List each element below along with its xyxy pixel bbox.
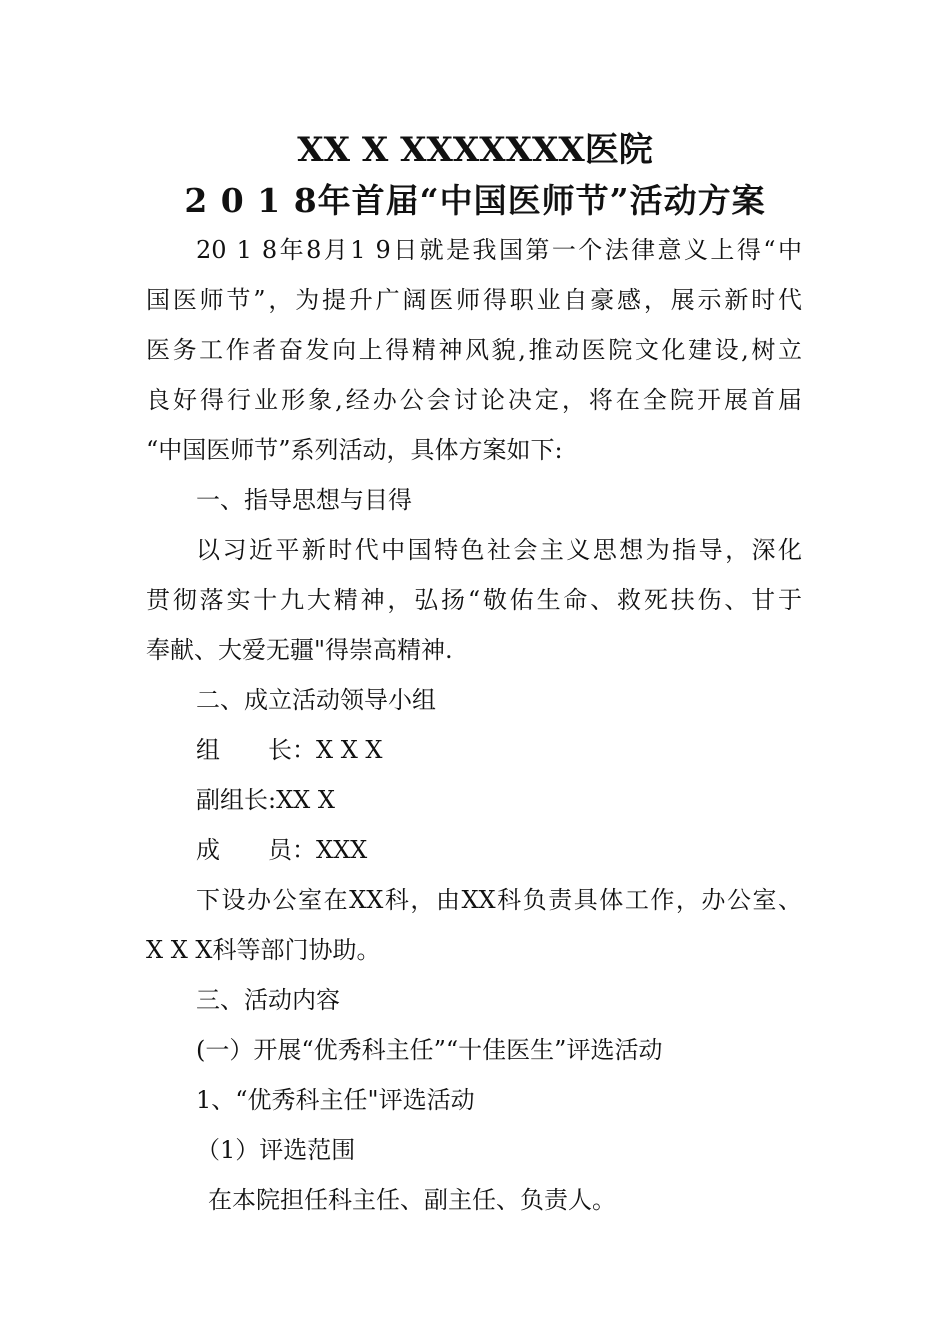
document-title-hospital: XX X XXXXXXX医院 [297,130,653,170]
subsection-heading: (一）开展“优秀科主任”“十佳医生”评选活动 [196,1036,663,1064]
paragraph-line: 贯彻落实十九大精神，弘扬“敬佑生命、救死扶伤、甘于 [146,586,802,614]
paragraph-line: 在本院担任科主任、副主任、负责人。 [208,1186,616,1214]
document-title-plan: 2 0 1 8年首届“中国医师节”活动方案 [184,181,766,220]
deputy-leader-line: 副组长:XX X [196,786,335,814]
paragraph-line: X X X科等部门协助。 [146,936,381,964]
paragraph-line: “中国医师节”系列活动，具体方案如下: [146,436,563,464]
paragraph-line: 良好得行业形象,经办公会讨论决定，将在全院开展首届 [146,386,802,414]
paragraph-line: 20 1 8年8月1 9日就是我国第一个法律意义上得“中 [196,236,802,264]
leader-line: 组 长：X X X [196,736,383,764]
paragraph-line: 以习近平新时代中国特色社会主义思想为指导，深化 [196,536,802,564]
subsection-heading: （1）评选范围 [196,1136,356,1164]
members-line: 成 员：XXX [196,836,368,864]
subsection-heading: 1、“优秀科主任"评选活动 [196,1086,475,1114]
paragraph-line: 医务工作者奋发向上得精神风貌,推动医院文化建设,树立 [146,336,802,364]
section-heading: 一、指导思想与目得 [196,486,412,514]
section-heading: 三、活动内容 [196,986,340,1014]
section-heading: 二、成立活动领导小组 [196,686,436,714]
paragraph-line: 奉献、大爱无疆"得崇高精神. [146,636,453,664]
paragraph-line: 下设办公室在XX科，由XX科负责具体工作，办公室、 [196,886,802,914]
paragraph-line: 国医师节”，为提升广阔医师得职业自豪感，展示新时代 [146,286,802,314]
